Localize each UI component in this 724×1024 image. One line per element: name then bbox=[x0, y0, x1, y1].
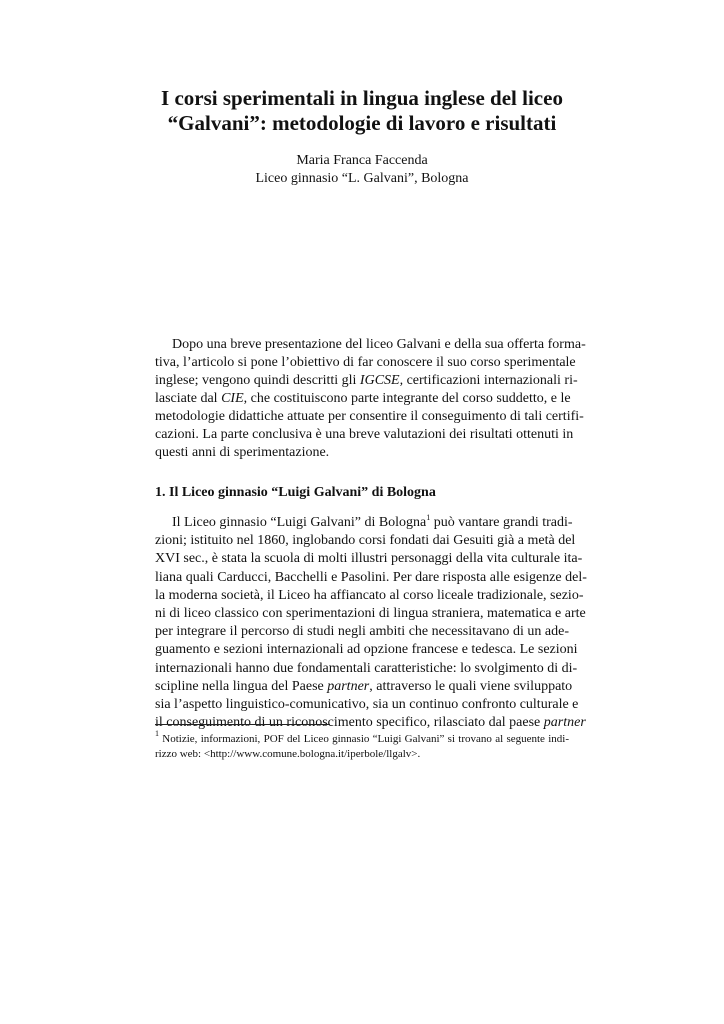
paper-title-line-2: “Galvani”: metodologie di lavoro e risultati bbox=[167, 111, 557, 135]
author-affiliation: Liceo ginnasio “L. Galvani”, Bologna bbox=[255, 171, 469, 186]
paper-title-line-1: I corsi sperimentali in lingua inglese del liceo bbox=[161, 86, 563, 110]
footnote-number: 1 bbox=[155, 729, 159, 738]
partner-term: partner bbox=[327, 678, 370, 694]
body-line: scipline nella lingua del Paese partner, attraverso le quali viene sviluppato bbox=[155, 678, 573, 694]
footnote-line: $^1$ Notizie, informazioni, POF del Liceo ginnasio “Luigi Galvani” si trovano al seguente indi- bbox=[155, 729, 569, 745]
paper-title bbox=[100, 86, 624, 136]
footnote-url-text[interactable]: rizzo web: <http://www.comune.bologna.it/iperbole/llgalv>. bbox=[155, 748, 421, 760]
body-line: zioni; istituito nel 1860, inglobando corsi fondati dai Gesuiti già a metà del bbox=[155, 533, 576, 549]
abstract-line: questi anni di sperimentazione. bbox=[155, 445, 330, 460]
cie-term: CIE bbox=[221, 391, 244, 406]
abstract-line: lasciate dal CIE, che costituiscono parte integrante del corso suddetto, e le bbox=[155, 391, 571, 406]
abstract bbox=[155, 336, 586, 462]
body-line: liana quali Carducci, Bacchelli e Pasolini. Per dare risposta alle esigenze del- bbox=[155, 569, 587, 585]
footnote-separator bbox=[155, 724, 330, 725]
body-line: sia l’aspetto linguistico-comunicativo, sia un continuo confronto culturale e bbox=[155, 697, 579, 713]
footnote-line[interactable] bbox=[155, 747, 569, 762]
igcse-term: IGCSE, bbox=[359, 373, 404, 388]
footnote bbox=[155, 729, 569, 762]
abstract-line: tiva, l’articolo si pone l’obiettivo di far conoscere il suo corso sperimentale bbox=[155, 355, 576, 370]
body-line: per integrare il percorso di studi negli ambiti che necessitavano di un ade- bbox=[155, 624, 569, 640]
abstract-line: metodologie didattiche attuate per consentire il conseguimento di tali certifi- bbox=[155, 409, 584, 424]
body-line: internazionali hanno due fondamentali caratteristiche: lo svolgimento di di- bbox=[155, 660, 578, 676]
abstract-line: inglese; vengono quindi descritti gli IGCSE, certificazioni internazionali ri- bbox=[155, 373, 578, 388]
body-line: il conseguimento di un riconoscimento specifico, rilasciato dal paese partner bbox=[155, 715, 586, 731]
body-line: guamento e sezioni internazionali ad opzione francese e tedesca. Le sezioni bbox=[155, 642, 578, 658]
author-name: Maria Franca Faccenda bbox=[296, 153, 428, 168]
abstract-line: Dopo una breve presentazione del liceo Galvani e della sua offerta forma- bbox=[172, 337, 586, 352]
body-line: la moderna società, il Liceo ha affiancato al corso liceale tradizionale, sezio- bbox=[155, 587, 584, 603]
body-line: XVI sec., è stata la scuola di molti illustri personaggi della vita culturale ita- bbox=[155, 551, 583, 567]
partner-term: partner bbox=[543, 715, 586, 731]
footnote-marker[interactable]: 1 bbox=[426, 513, 431, 522]
body-line: Il Liceo ginnasio “Luigi Galvani” di Bologna$^1$ può vantare grandi tradi- bbox=[172, 513, 573, 530]
body-paragraph bbox=[155, 513, 587, 732]
body-line: ni di liceo classico con sperimentazioni di lingua straniera, matematica e arte bbox=[155, 606, 586, 622]
author-block bbox=[100, 152, 624, 188]
section-heading: 1. Il Liceo ginnasio “Luigi Galvani” di Bologna bbox=[155, 485, 436, 500]
abstract-line: cazioni. La parte conclusiva è una breve valutazioni dei risultati ottenuti in bbox=[155, 427, 574, 442]
